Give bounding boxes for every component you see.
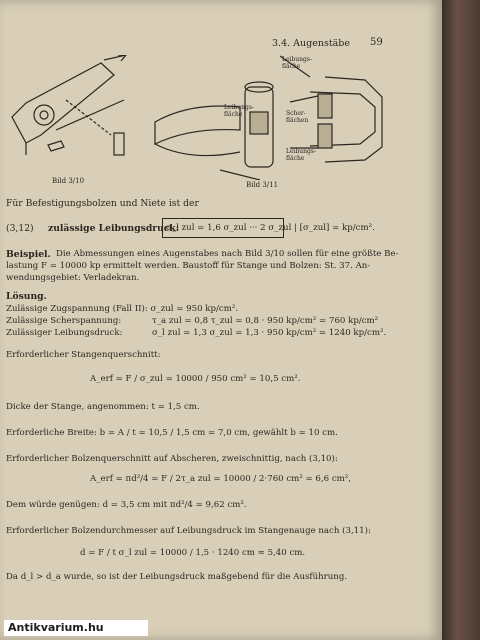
conclusion-line: Da d_l > d_a wurde, so ist der Leibungsdruck maßgebend für die Ausführung. bbox=[6, 572, 348, 582]
figure2-caption: Bild 3/11 bbox=[246, 181, 279, 189]
scherspannung-label: Zulässige Scherspannung: bbox=[6, 316, 122, 326]
intro-text: Für Befestigungsbolzen und Niete ist der bbox=[6, 198, 199, 209]
leibungsdruck-label: Zulässiger Leibungsdruck: bbox=[6, 328, 123, 338]
loesung-heading: Lösung. bbox=[6, 291, 47, 302]
bolzendurchmesser-label: Erforderlicher Bolzendurchmesser auf Leibungsdruck im Stangenauge nach (3,11): bbox=[6, 526, 371, 536]
watermark-logo: Antikvarium.hu bbox=[4, 620, 148, 636]
label-leibungsflaeche-top: Leibungs-fläche bbox=[282, 56, 312, 70]
figure-eye-bar bbox=[6, 55, 146, 175]
equation-label: zulässige Leibungsdruck: bbox=[48, 223, 180, 234]
beispiel-line-2: lastung F = 10000 kp ermittelt werden. Baustoff für Stange und Bolzen: St. 37. An- bbox=[6, 261, 371, 271]
bolzendurchmesser-formula: d = F / t σ_l zul = 10000 / 1,5 · 1240 cm ≈ 5,40 cm. bbox=[80, 548, 306, 558]
label-leibungsflaeche-left: Leibungs-fläche bbox=[224, 104, 254, 118]
beispiel-line-3: wendungsgebiet: Verladekran. bbox=[6, 273, 140, 283]
genuegen-line: Dem würde genügen: d = 3,5 cm mit πd²/4 = 9,62 cm². bbox=[6, 500, 247, 510]
equation-number: (3,12) bbox=[6, 223, 34, 234]
scherspannung-formula: τ_a zul = 0,8 τ_zul = 0,8 · 950 kp/cm² = 760 kp/cm² bbox=[152, 316, 379, 326]
page-number: 59 bbox=[370, 37, 383, 48]
beispiel-label: Beispiel. bbox=[6, 249, 51, 260]
beispiel-line-1: Die Abmessungen eines Augenstabes nach Bild 3/10 sollen für eine größte Be- bbox=[56, 249, 399, 259]
stangenquerschnitt-formula: A_erf = F / σ_zul = 10000 / 950 cm² = 10,5 cm². bbox=[90, 374, 301, 384]
leibungsdruck-formula: σ_l zul = 1,3 σ_zul = 1,3 · 950 kp/cm² = 1240 kp/cm². bbox=[152, 328, 387, 338]
stangenquerschnitt-label: Erforderlicher Stangenquerschnitt: bbox=[6, 350, 161, 360]
figure1-caption: Bild 3/10 bbox=[52, 177, 85, 185]
label-scherflaechen: Scher-flächen bbox=[286, 110, 309, 124]
zugspannung-line: Zulässige Zugspannung (Fall II): σ_zul = 950 kp/cm². bbox=[6, 304, 239, 314]
bolzenquerschnitt-formula: A_erf = πd²/4 = F / 2τ_a zul = 10000 / 2·760 cm² = 6,6 cm², bbox=[90, 474, 351, 484]
section-header: 3.4. Augenstäbe bbox=[272, 38, 351, 49]
book-spine bbox=[442, 0, 480, 640]
breite-line: Erforderliche Breite: b = A / t = 10,5 / 1,5 cm = 7,0 cm, gewählt b = 10 cm. bbox=[6, 428, 338, 438]
equation-formula: σ_l zul = 1,6 σ_zul ··· 2 σ_zul | [σ_zul] = kp/cm². bbox=[166, 223, 375, 233]
figure-bolt-joint bbox=[150, 52, 390, 180]
label-leibungsflaeche-bottom: Leibungs-fläche bbox=[286, 148, 316, 162]
dicke-line: Dicke der Stange, angenommen: t = 1,5 cm. bbox=[6, 402, 200, 412]
bolzenquerschnitt-label: Erforderlicher Bolzenquerschnitt auf Abscheren, zweischnittig, nach (3,10): bbox=[6, 454, 338, 464]
